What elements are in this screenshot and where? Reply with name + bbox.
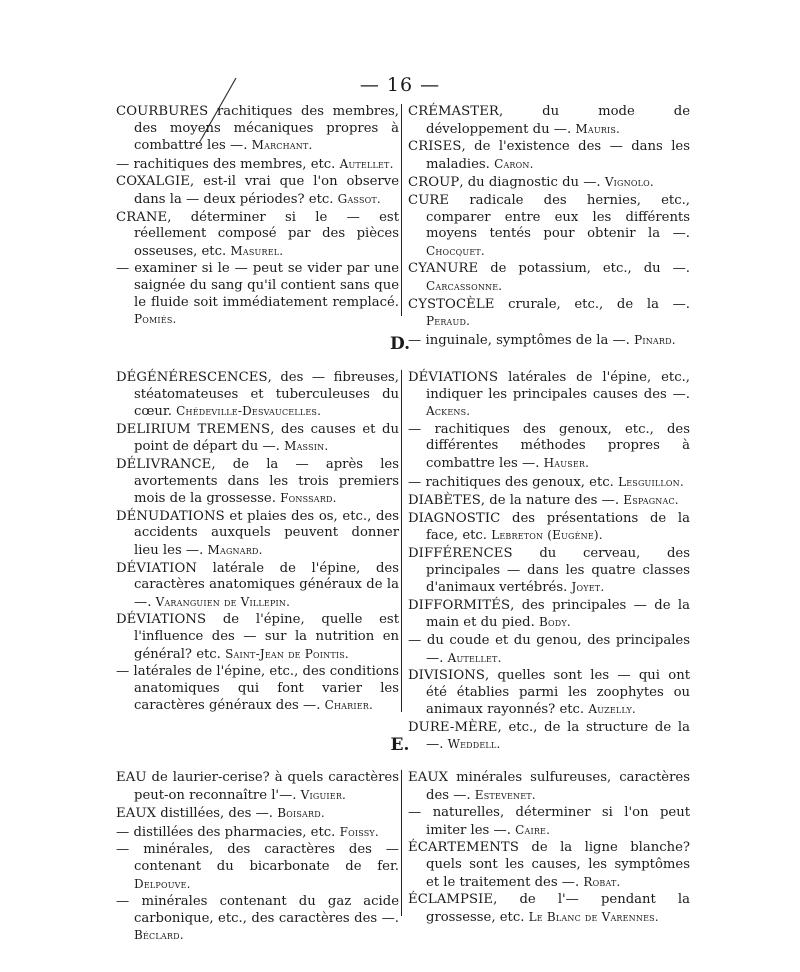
right-column — [408, 104, 690, 350]
entry-text: latérales de l'épine, etc., indiquer les principales causes des —. — [426, 370, 690, 402]
entry-author: Espagnac. — [623, 493, 679, 508]
entry-text: , du diagnostic du —. — [459, 175, 601, 191]
index-entry — [408, 297, 690, 331]
column-divider — [401, 770, 402, 916]
entry-headword: CURE — [408, 192, 450, 208]
left-column — [116, 370, 399, 716]
index-entry — [116, 842, 399, 893]
index-entry — [116, 261, 399, 328]
section-heading-e: E. — [390, 735, 410, 755]
entry-text: , est-il vrai que l'on observe dans la — deux périodes? etc. — [134, 174, 399, 207]
entry-text: du cerveau, des principales — dans les quatre classes d'animaux vertébrés. — [426, 545, 690, 596]
entry-author: Charier. — [324, 698, 373, 713]
entry-author: Foissy. — [339, 824, 379, 839]
section-d — [116, 370, 690, 753]
index-entry — [408, 546, 690, 597]
entry-headword: CRÉMASTER — [408, 104, 499, 119]
entry-author: Peraud. — [426, 314, 471, 329]
entry-headword: — — [116, 842, 130, 858]
index-entry — [408, 840, 690, 891]
index-entry — [116, 457, 399, 508]
entry-text: , etc., de la structure de la —. — [426, 719, 690, 753]
entry-text: rachitiques des genoux, etc., des différentes méthodes propres à combattre les —. — [421, 421, 690, 471]
entry-text: minérales, des caractères des — contenant du bicarbonate de fer. — [129, 842, 399, 874]
entry-text: minérales sulfureuses, caractères des —. — [426, 770, 690, 803]
entry-headword: DURE-MÈRE — [408, 719, 498, 735]
index-entry — [408, 668, 690, 719]
entry-author: Vignolo. — [604, 175, 654, 190]
entry-headword: — — [116, 156, 130, 172]
entry-text: radicale des hernies, etc., comparer entre eux les différents moyens tentés pour obtenir la —. — [426, 192, 690, 242]
entry-author: Pomiés. — [134, 312, 177, 327]
entry-text: et plaies des os, etc., des accidents auxquels peuvent donner lieu les —. — [134, 508, 399, 558]
entry-author: Body. — [539, 615, 571, 630]
entry-headword: — — [116, 261, 130, 277]
index-entry — [116, 156, 399, 174]
index-entry — [408, 598, 690, 632]
right-column — [408, 770, 690, 927]
entry-text: examiner si le — peut se vider par une saignée du sang qu'il contient sans que le fluide soit immédiatement remplacé. — [129, 261, 399, 310]
entry-headword: EAU — [116, 770, 147, 785]
entry-text: minérales contenant du gaz acide carbonique, etc., des caractères des —. — [129, 894, 399, 926]
entry-headword: — — [408, 332, 422, 348]
entry-author: Auzelly. — [588, 702, 636, 717]
index-entry — [408, 422, 690, 473]
column-divider — [401, 104, 402, 316]
entry-headword: — — [408, 632, 422, 648]
entry-headword: — — [116, 824, 130, 840]
index-entry — [116, 664, 399, 715]
entry-author: Chédeville-Desvaucelles. — [176, 404, 322, 419]
entry-author: Robat. — [583, 874, 621, 889]
index-entry — [408, 633, 690, 667]
entry-text: , déterminer si le — est réellement composé par des pièces osseuses, etc. — [134, 209, 399, 259]
entry-author: Carcassonne. — [426, 278, 503, 293]
entry-author: Viguier. — [300, 787, 347, 802]
entry-headword: DÉNUDATIONS — [116, 508, 225, 524]
page-number: — 16 — — [359, 74, 441, 96]
entry-headword: — — [408, 805, 422, 821]
entry-author: Le Blanc de Varennes. — [528, 909, 659, 924]
entry-text: crurale, etc., de la —. — [494, 296, 690, 312]
entry-author: Saint-Jean de Pointis. — [225, 646, 349, 661]
entry-author: Fonssard. — [280, 491, 337, 506]
entry-author: Magnard. — [207, 542, 263, 557]
entry-headword: CRISES — [408, 139, 462, 155]
index-entry — [408, 174, 690, 192]
entry-headword: CYANURE — [408, 261, 479, 277]
index-entry — [116, 210, 399, 261]
entry-text: distillées, des —. — [156, 806, 273, 822]
entry-author: Ackens. — [426, 404, 471, 419]
entry-headword: DIFFORMITÉS — [408, 597, 511, 613]
index-entry — [116, 824, 399, 842]
entry-headword: DÉLIVRANCE — [116, 456, 212, 472]
entry-headword: — — [116, 664, 130, 680]
entry-headword: COURBURES — [116, 104, 209, 119]
index-entry — [116, 805, 399, 823]
entry-headword: DELIRIUM TREMENS — [116, 421, 271, 437]
right-column — [408, 370, 690, 755]
entry-text: de laurier-cerise? à quels caractères peut-on reconnaître l'—. — [134, 770, 399, 803]
entry-text: , des principales — de la main et du pied. — [426, 597, 690, 631]
entry-author: Caire. — [515, 822, 551, 837]
index-entry — [408, 474, 690, 492]
index-entry — [408, 193, 690, 260]
entry-text: de la ligne blanche? quels sont les causes, les symptômes et le traitement des —. — [426, 840, 690, 890]
index-entry — [116, 612, 399, 663]
entry-author: Autellet. — [447, 650, 502, 665]
index-entry — [408, 104, 690, 138]
index-entry — [408, 139, 690, 173]
index-entry — [116, 174, 399, 208]
entry-text: distillées des pharmacies, etc. — [129, 824, 336, 840]
entry-headword: CYSTOCÈLE — [408, 296, 495, 312]
entry-headword: DIFFÉRENCES — [408, 545, 513, 561]
entry-author: Pinard. — [634, 332, 676, 347]
entry-headword: DÉGÉNÉRESCENCES — [116, 370, 268, 385]
entry-author: Gassot. — [337, 191, 381, 206]
entry-headword: DÉVIATIONS — [408, 370, 499, 385]
index-entry — [116, 422, 399, 456]
index-entry — [116, 561, 399, 612]
entry-headword: EAUX — [116, 806, 157, 822]
entry-headword: DÉVIATIONS — [116, 612, 207, 628]
left-column — [116, 770, 399, 946]
entry-author: Delpouve. — [134, 876, 191, 891]
entry-headword: EAUX — [408, 770, 449, 785]
entry-text: rachitiques des membres, des moyens mécaniques propres à combattre les —. — [134, 104, 399, 154]
index-entry — [408, 492, 690, 510]
entry-author: Masurel. — [230, 243, 284, 258]
entry-author: Weddell. — [447, 737, 501, 752]
entry-text: rachitiques des membres, etc. — [129, 156, 336, 172]
entry-author: Varanguien de Villepin. — [155, 594, 291, 609]
entry-headword: — — [408, 421, 422, 437]
entry-author: Boisard. — [277, 806, 325, 821]
section-heading-d: D. — [389, 334, 411, 354]
entry-author: Chocquet. — [426, 243, 485, 258]
index-entry — [408, 370, 690, 421]
entry-text: naturelles, déterminer si l'on peut imiter les —. — [421, 805, 690, 838]
entry-text: , de la — après les avortements dans les trois premiers mois de la grossesse. — [134, 456, 399, 507]
column-divider — [401, 370, 402, 712]
entry-text: de l'épine, quelle est l'influence des — sur la nutrition en général? etc. — [134, 612, 399, 662]
entry-author: Massin. — [284, 439, 329, 454]
entry-text: du coude et du genou, des principales —. — [421, 632, 690, 666]
index-entry — [116, 894, 399, 945]
entry-text: , de l'existence des — dans les maladies. — [426, 139, 690, 172]
section-e — [116, 770, 690, 943]
entry-text: , du mode de développement du —. — [426, 104, 690, 137]
entry-headword: DÉVIATION — [116, 560, 197, 576]
entry-headword: — — [116, 894, 130, 910]
section-c — [116, 104, 690, 348]
entry-text: latérale de l'épine, des caractères anatomiques généraux de la —. — [134, 560, 399, 610]
entry-headword: ÉCLAMPSIE — [408, 892, 494, 908]
entry-author: Mauris. — [575, 121, 621, 136]
entry-headword: COXALGIE — [116, 174, 191, 190]
index-entry — [408, 892, 690, 926]
entry-text: , des causes et du point de départ du —. — [134, 421, 399, 455]
entry-text: , des — fibreuses, stéatomateuses et tuberculeuses du cœur. — [134, 370, 399, 420]
entry-headword: DIVISIONS — [408, 668, 486, 684]
entry-text: , de la nature des —. — [480, 493, 620, 509]
entry-headword: CRANE — [116, 209, 168, 225]
entry-text: de potassium, etc., du —. — [478, 261, 690, 277]
entry-text: , de l'— pendant la grossesse, etc. — [426, 892, 690, 925]
entry-author: Lebreton (Eugène). — [491, 528, 603, 543]
entry-headword: CROUP — [408, 175, 460, 191]
entry-headword: DIAGNOSTIC — [408, 510, 501, 526]
entry-author: Marchant. — [251, 138, 313, 153]
index-entry — [116, 370, 399, 421]
index-entry — [408, 261, 690, 295]
left-column — [116, 104, 399, 330]
index-entry — [408, 770, 690, 804]
index-entry — [408, 805, 690, 839]
index-entry — [116, 770, 399, 804]
entry-headword: — — [408, 474, 422, 490]
entry-author: Autellet. — [339, 156, 394, 171]
entry-headword: ÉCARTEMENTS — [408, 840, 519, 856]
entry-author: Lesguillon. — [618, 474, 684, 489]
entry-text: rachitiques des genoux, etc. — [421, 474, 614, 490]
index-entry — [116, 104, 399, 155]
entry-author: Hauser. — [543, 455, 590, 470]
entry-text: des présentations de la face, etc. — [426, 510, 690, 544]
entry-text: , quelles sont les — qui ont été établies parmi les zoophytes ou animaux rayonnés? etc. — [426, 668, 690, 718]
entry-author: Caron. — [494, 156, 534, 171]
entry-author: Estevenet. — [474, 787, 536, 802]
entry-author: Joyet. — [571, 580, 605, 595]
index-entry — [408, 511, 690, 545]
index-entry — [116, 509, 399, 560]
entry-author: Béclard. — [134, 928, 184, 943]
entry-text: latérales de l'épine, etc., des conditions anatomiques qui font varier les caractères généraux des —. — [129, 664, 399, 714]
entry-text: inguinale, symptômes de la —. — [421, 332, 630, 348]
entry-headword: DIABÈTES — [408, 493, 481, 509]
